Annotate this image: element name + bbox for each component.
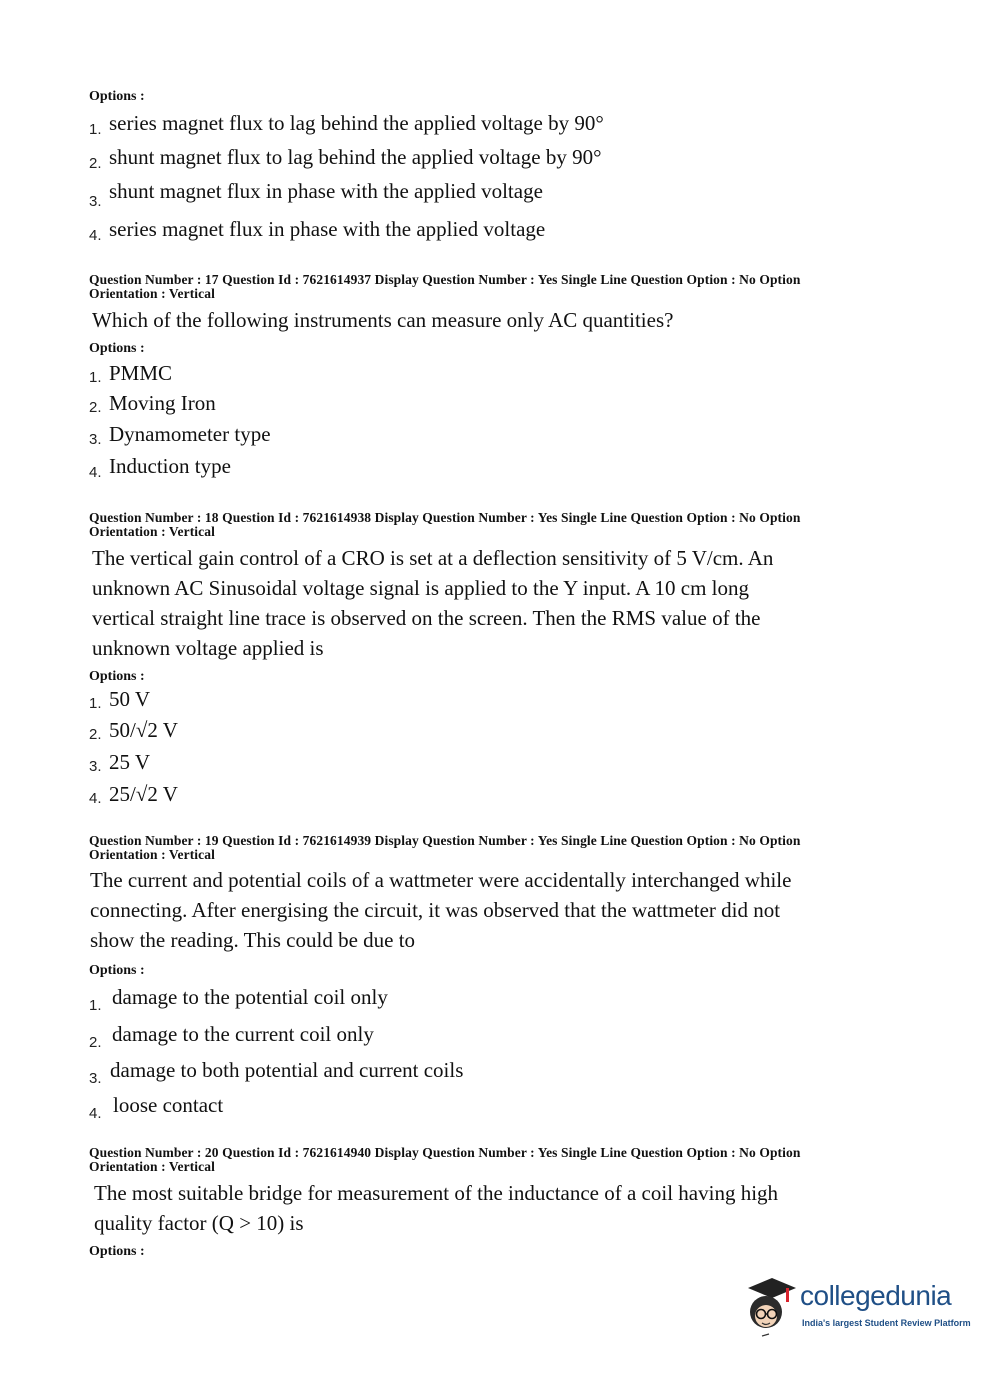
option-1: 1. PMMC	[89, 361, 173, 386]
option-1: 1. series magnet flux to lag behind the applied voltage by 90°	[89, 111, 604, 138]
option-4: 4. 25/√2 V	[89, 782, 178, 807]
question-meta: Question Number : 17 Question Id : 7621614937 Display Question Number : Yes Single Line Question Option : No Option Orientation : Vertical	[89, 272, 801, 301]
question-17	[89, 273, 869, 486]
options-label: Options :	[89, 963, 145, 978]
option-2: 2. damage to the current coil only	[89, 1022, 374, 1051]
option-3: 3. Dynamometer type	[89, 422, 271, 448]
q16-options	[89, 89, 869, 251]
brand-name: collegedunia	[800, 1280, 952, 1311]
option-4: 4. loose contact	[89, 1093, 224, 1122]
option-3: 3. damage to both potential and current coils	[89, 1058, 464, 1087]
options-label: Options :	[89, 341, 145, 356]
question-meta: Question Number : 18 Question Id : 7621614938 Display Question Number : Yes Single Line Question Option : No Option Orientation : Vertical	[89, 510, 801, 539]
option-2: 2. shunt magnet flux to lag behind the applied voltage by 90°	[89, 145, 602, 172]
question-meta: Question Number : 19 Question Id : 7621614939 Display Question Number : Yes Single Line Question Option : No Option Orientation : Vertical	[89, 833, 801, 862]
option-2: 2. 50/√2 V	[89, 718, 178, 743]
option-4: 4. Induction type	[89, 454, 231, 481]
question-meta: Question Number : 20 Question Id : 7621614940 Display Question Number : Yes Single Line Question Option : No Option Orientation : Vertical	[89, 1145, 801, 1174]
option-3: 3. shunt magnet flux in phase with the applied voltage	[89, 179, 543, 210]
mascot-icon	[742, 1272, 800, 1344]
option-3: 3. 25 V	[89, 750, 151, 775]
question-text: The current and potential coils of a wattmeter were accidentally interchanged while connecting. After energising the circuit, it was observed that the wattmeter did not show the reading. This could be due to	[90, 868, 792, 952]
question-text: Which of the following instruments can measure only AC quantities?	[92, 308, 674, 332]
collegedunia-logo	[742, 1272, 982, 1344]
question-20	[89, 1146, 869, 1260]
question-text: The most suitable bridge for measurement of the inductance of a coil having high quality factor (Q > 10) is	[94, 1181, 779, 1235]
option-4: 4. series magnet flux in phase with the applied voltage	[89, 217, 546, 244]
options-label: Options :	[89, 669, 145, 684]
question-19	[89, 834, 869, 1127]
options-label: Options :	[89, 1244, 145, 1259]
question-18	[89, 511, 869, 814]
question-text: The vertical gain control of a CRO is set at a deflection sensitivity of 5 V/cm. An unknown AC Sinusoidal voltage signal is applied to the Y input. A 10 cm long vertical straight line trace is observed on the screen. Then the RMS value of the unknown voltage applied is	[92, 546, 774, 660]
brand-tagline: India's largest Student Review Platform	[802, 1318, 971, 1328]
options-label: Options :	[89, 89, 145, 104]
option-1: 1. damage to the potential coil only	[89, 985, 388, 1014]
option-1: 1. 50 V	[89, 687, 151, 712]
option-2: 2. Moving Iron	[89, 391, 216, 416]
